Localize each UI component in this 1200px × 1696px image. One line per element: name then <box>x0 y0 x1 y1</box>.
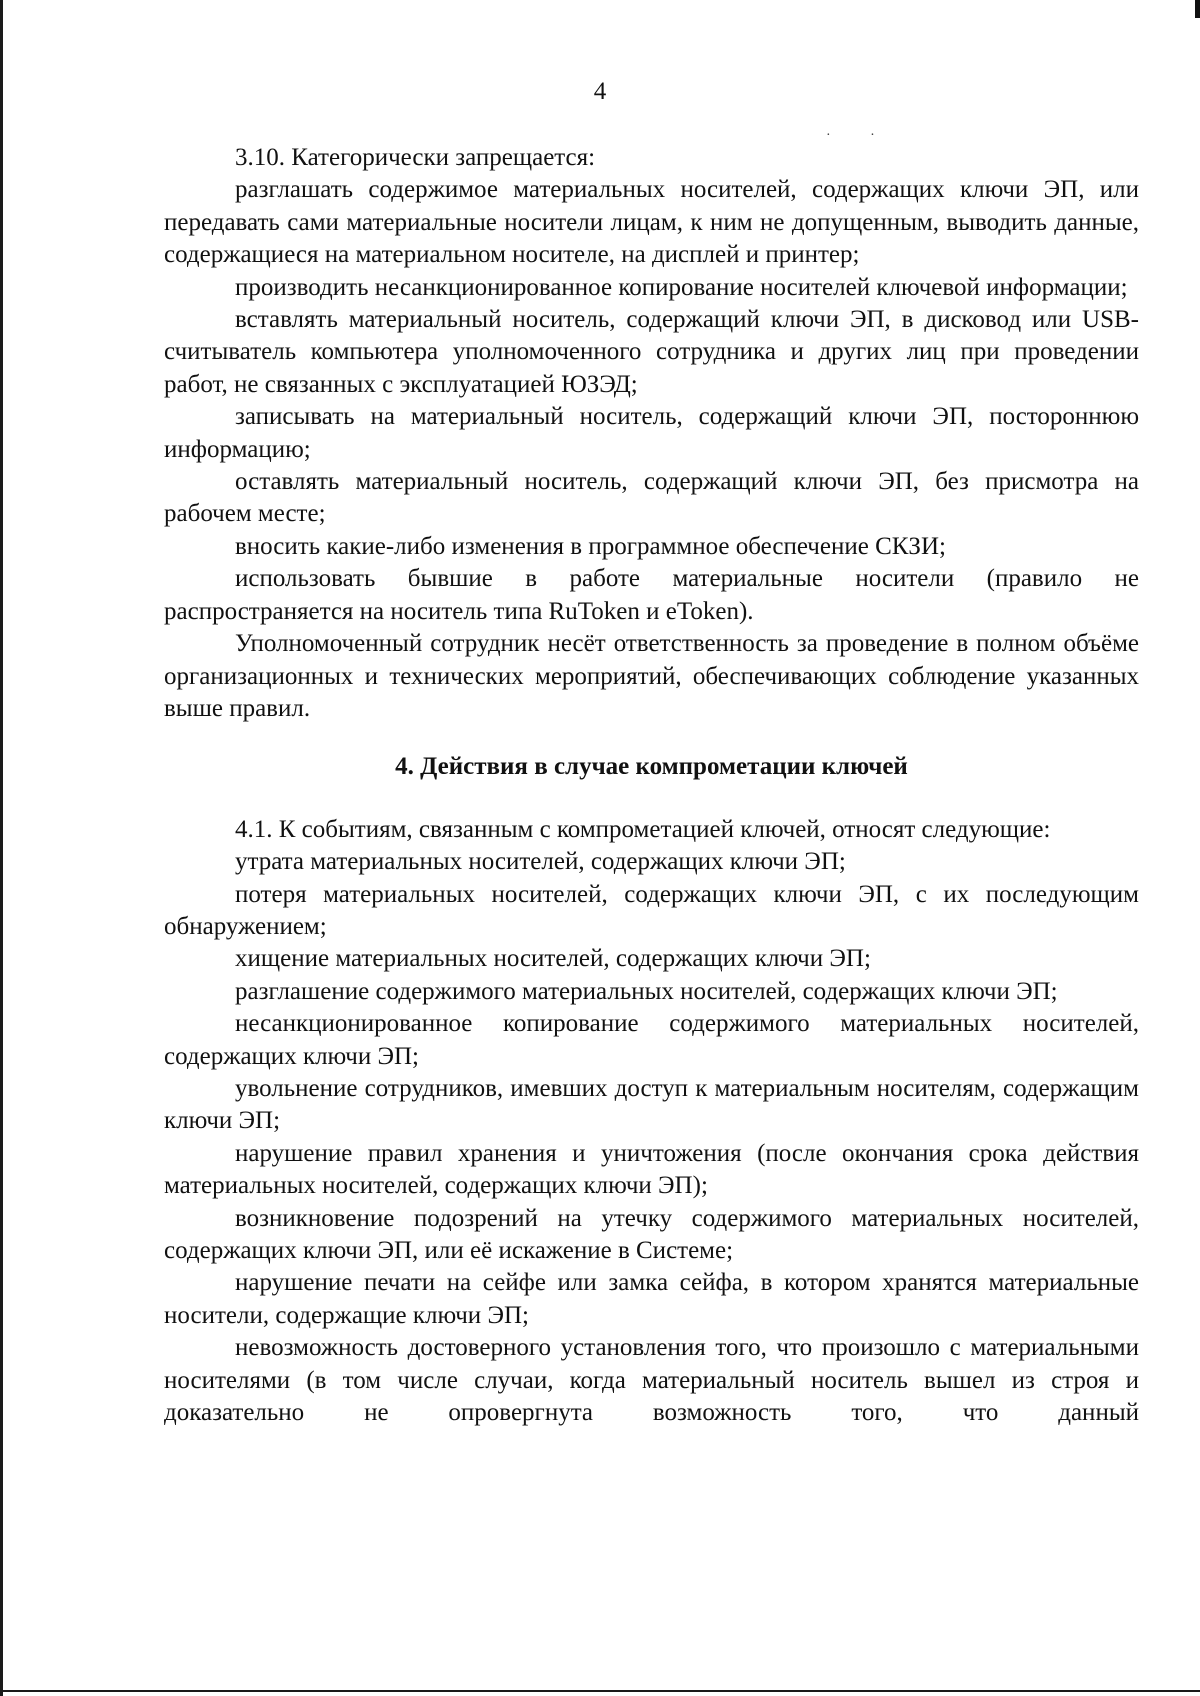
list-item-unauthorized-copy: несанкционированное копирование содержимого материальных носителей, содержащих ключи ЭП; <box>164 1010 1139 1070</box>
list-item-lost-found: потеря материальных носителей, содержащих ключи ЭП, с их последующим обнаружением; <box>164 880 1139 940</box>
list-item-dismissal: увольнение сотрудников, имевших доступ к материальным носителям, содержащим ключи ЭП; <box>164 1074 1139 1135</box>
paragraph-leave: оставлять материальный носитель, содержащий ключи ЭП, без присмотра на рабочем месте; <box>164 468 1139 528</box>
list-item-leak-suspicion: возникновение подозрений на утечку содержимого материальных носителей, содержащих ключи ЭП, или её искажение в Системе; <box>164 1204 1139 1264</box>
scan-specks: · · <box>826 128 893 143</box>
paragraph-reuse: использовать бывшие в работе материальные носители (правило не распространяется на носитель типа RuToken и eToken). <box>164 565 1139 625</box>
document-body <box>164 142 1139 1429</box>
paragraph-insert: вставлять материальный носитель, содержащий ключи ЭП, в дисковод или USB-считыватель компьютера уполномоченного сотрудника и других лиц при проведении работ, не связанных с эксплуатацией ЮЗЭД; <box>164 306 1139 398</box>
scan-left-edge <box>0 0 3 1696</box>
paragraph-3-10: 3.10. Категорически запрещается: <box>235 144 596 171</box>
paragraph-responsibility: Уполномоченный сотрудник несёт ответственность за проведение в полном объёме организационных и технических мероприятий, обеспечивающих соблюдение указанных выше правил. <box>164 630 1139 722</box>
list-item-loss: утрата материальных носителей, содержащих ключи ЭП; <box>235 848 846 876</box>
scan-corner-mark <box>1195 0 1200 18</box>
list-item-storage-violation: нарушение правил хранения и уничтожения (после окончания срока действия материальных носителей, содержащих ключи ЭП); <box>164 1139 1139 1200</box>
list-item-seal-broken: нарушение печати на сейфе или замка сейфа, в котором хранятся материальные носители, содержащие ключи ЭП; <box>164 1269 1139 1329</box>
list-item-disclosure: разглашение содержимого материальных носителей, содержащих ключи ЭП; <box>235 977 1058 1005</box>
paragraph-modify: вносить какие-либо изменения в программное обеспечение СКЗИ; <box>235 532 946 560</box>
paragraph-copy: производить несанкционированное копирование носителей ключевой информации; <box>235 273 1128 301</box>
scan-bottom-edge <box>0 1690 1200 1692</box>
page-number: 4 <box>593 78 607 105</box>
section-heading-4: 4. Действия в случае компрометации ключей <box>395 753 908 781</box>
list-item-uncertainty: невозможность достоверного установления того, что произошло с материальными носителями (в том числе случаи, когда материальный носитель вышел из строя и доказательно не опровергнута возможность того, что данный <box>164 1334 1139 1427</box>
list-item-theft: хищение материальных носителей, содержащих ключи ЭП; <box>235 945 871 973</box>
paragraph-write: записывать на материальный носитель, содержащий ключи ЭП, постороннюю информацию; <box>164 403 1139 463</box>
paragraph-4-1: 4.1. К событиям, связанным с компрометацией ключей, относят следующие: <box>235 815 1051 843</box>
paragraph-disclose: разглашать содержимое материальных носителей, содержащих ключи ЭП, или передавать сами материальные носители лицам, к ним не допущенным, выводить данные, содержащиеся на материальном носителе, на дисплей и принтер; <box>164 176 1139 269</box>
